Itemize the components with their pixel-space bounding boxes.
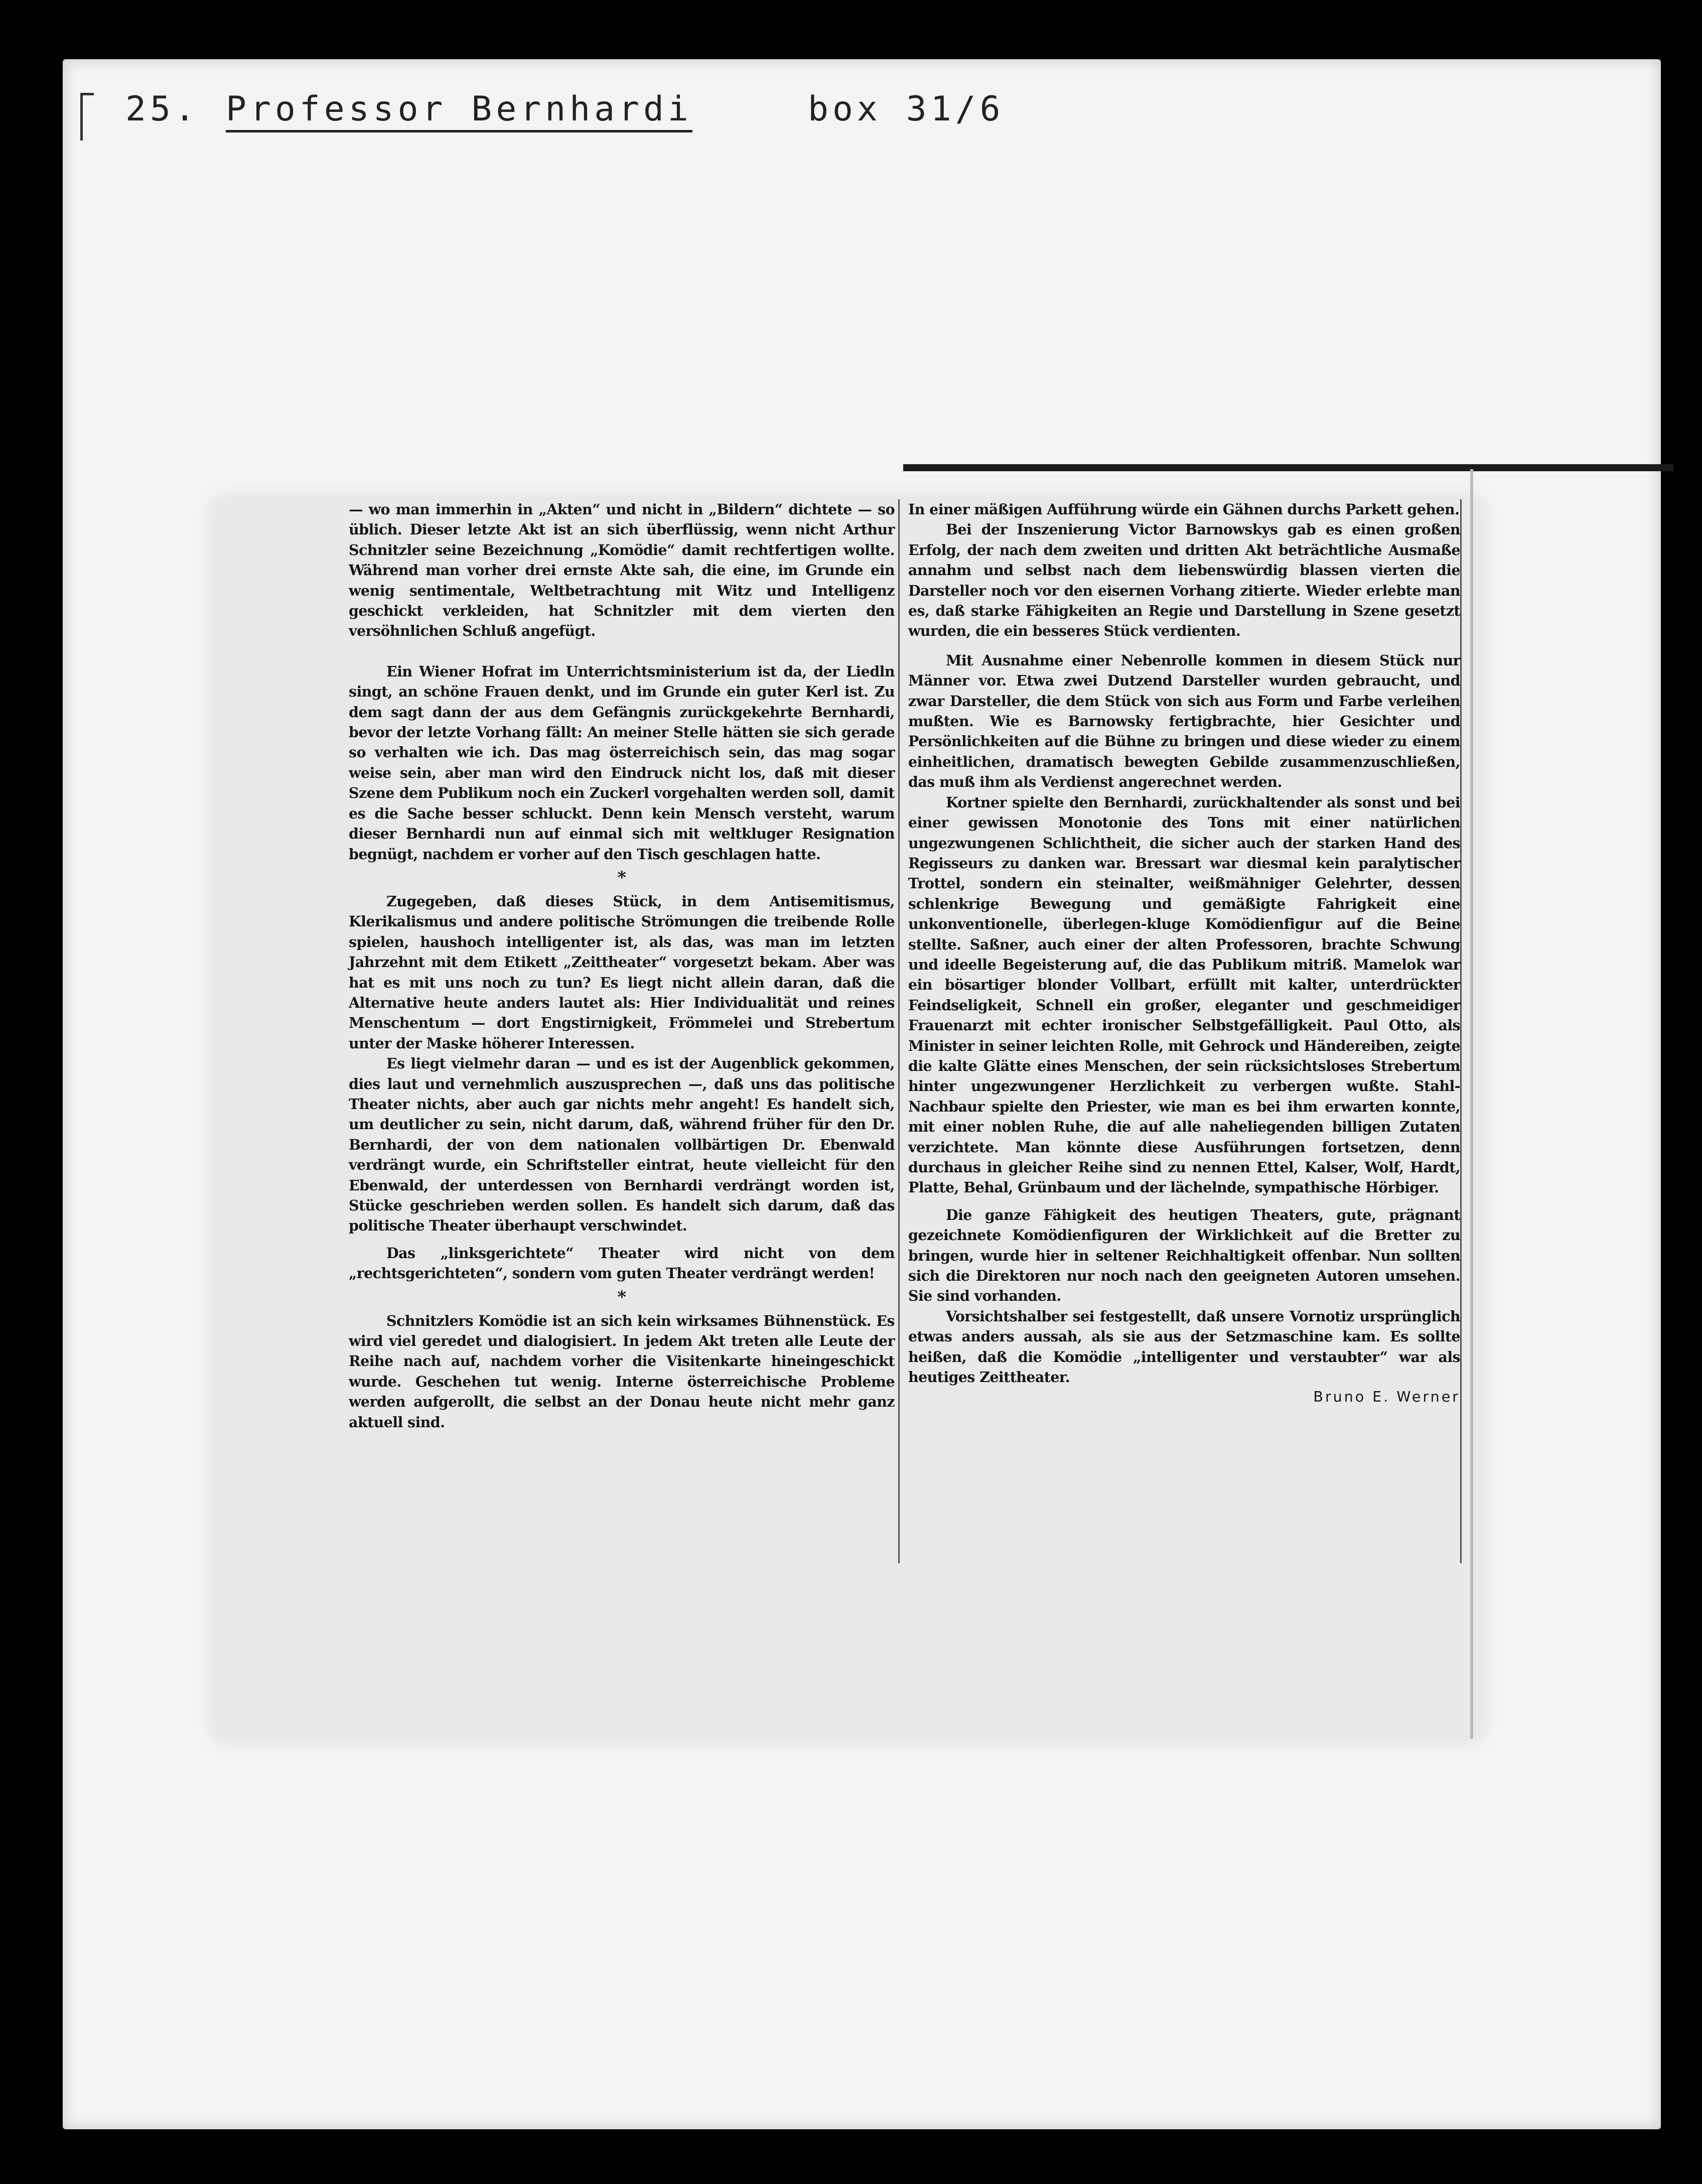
corner-bracket-mark xyxy=(80,93,94,141)
article-paragraph: In einer mäßigen Aufführung würde ein Gähnen durchs Parkett gehen. xyxy=(908,501,1460,518)
article-paragraph: Es liegt vielmehr daran — und es ist der Augenblick gekommen, dies laut und vernehmlich auszusprechen —, daß uns das politische Theater nichts, aber auch gar nichts mehr angeht! Es handelt sich, um deutlicher zu sein, nicht darum, daß, während früher für den Dr. Bernhardi, der von dem nationalen vollbärtigen Dr. Ebenwald verdrängt wurde, ein Schriftsteller eintrat, heute vielleicht für den Ebenwald, der unterdessen von Bernhardi verdrängt worden ist, Stücke geschrieben werden sollen. Es handelt sich darum, daß das politische Theater überhaupt verschwindet. xyxy=(349,1055,895,1235)
article-signature: Bruno E. Werner xyxy=(1313,1389,1460,1406)
clipping-top-rule xyxy=(903,464,1673,471)
article-paragraph: Ein Wiener Hofrat im Unterrichtsministerium ist da, der Liedln singt, an schöne Frauen denkt, und im Grunde ein guter Kerl ist. Zu dem sagt dann der aus dem Gefängnis zurückgekehrte Bernhardi, bevor der letzte Vorhang fällt: An meiner Stelle hätten sie sich gerade so verhalten wie ich. Das mag österreichisch sein, das mag sogar weise sein, aber man wird den Eindruck nicht los, daß mit dieser Szene dem Publikum noch ein Zuckerl vorgehalten werden soll, damit es die Sache besser schluckt. Denn kein Mensch versteht, warum dieser Bernhardi nun auf einmal sich mit weltkluger Resignation begnügt, nachdem er vorher auf den Tisch geschlagen hatte. xyxy=(349,662,895,863)
article-right-column xyxy=(908,499,1460,1408)
clipping-edge xyxy=(1470,469,1473,1739)
article-paragraph: Vorsichtshalber sei festgestellt, daß unsere Vornotiz ursprünglich etwas anders aussah, als sie aus der Setzmaschine kam. Es sollte heißen, daß die Komödie „intelligenter und verstaubter“ war als heutiges Zeittheater. xyxy=(908,1307,1460,1386)
folder-header xyxy=(125,89,1029,134)
article-paragraph: Schnitzlers Komödie ist an sich kein wirksames Bühnenstück. Es wird viel geredet und dialogisiert. In jedem Akt treten alle Leute der Reihe nach auf, nachdem vorher die Visitenkarte hineingeschickt wurde. Geschehen tut wenig. Interne österreichische Probleme werden aufgerollt, die selbst an der Donau heute nicht mehr ganz aktuell sind. xyxy=(349,1312,895,1431)
section-asterisk: * xyxy=(617,867,626,888)
column-divider-right xyxy=(1460,499,1462,1563)
article-paragraph: Das „linksgerichtete“ Theater wird nicht von dem „rechtsgerichteten“, sondern vom guten Theater verdrängt werden! xyxy=(349,1244,895,1282)
folder-number: 25. xyxy=(125,89,199,129)
column-divider xyxy=(898,499,900,1563)
article-left-column xyxy=(349,499,895,1432)
article-paragraph: Kortner spielte den Bernhardi, zurückhaltender als sonst und bei einer gewissen Monotonie des Tons mit einer natürlichen ungezwungenen Schlichtheit, die sicher auch der starken Hand des Regisseurs zu danken war. Bressart war diesmal kein paralytischer Trottel, sondern ein steinalter, weißmähniger Gelehrter, dessen schlenkrige Bewegung und gemäßigte Fahrigkeit eine unkonventionelle, überlegen-kluge Komödienfigur auf die Beine stellte. Saßner, auch einer der alten Professoren, brachte Schwung und ideelle Begeisterung auf, die das Publikum mitriß. Mamelok war ein bösartiger blonder Vollbart, erfüllt mit kalter, unterdrückter Feindseligkeit, Schnell ein großer, eleganter und geschmeidiger Frauenarzt mit echter ironischer Selbstgefälligkeit. Paul Otto, als Minister in seiner leichten Rolle, mit Gehrock und Händereiben, zeigte die kalte Glätte eines Menschen, der sein rücksichtsloses Strebertum hinter ungezwungener Herzlichkeit zu verbergen wußte. Stahl-Nachbaur spielte den Priester, wie man es bei ihm erwarten konnte, mit einer noblen Ruhe, die auf alle naheliegenden billigen Zutaten verzichtete. Man könnte diese Ausführungen fortsetzen, denn durchaus in gleicher Reihe sind zu nennen Ettel, Kalser, Wolf, Hardt, Platte, Behal, Grünbaum und der lächelnde, sympathische Hörbiger. xyxy=(908,793,1460,1196)
newspaper-clipping xyxy=(216,499,1480,1739)
article-paragraph: Bei der Inszenierung Victor Barnowskys gab es einen großen Erfolg, der nach dem zweiten und dritten Akt beträchtliche Ausmaße annahm und selbst nach dem liebenswürdig blassen vierten die Darsteller noch vor den eisernen Vorhang zitierte. Wieder erlebte man es, daß starke Fähigkeiten an Regie und Darstellung in Szene gesetzt wurden, die ein besseres Stück verdienten. xyxy=(908,521,1460,640)
folder-box-label: box 31/6 xyxy=(808,89,1005,129)
article-paragraph: Mit Ausnahme einer Nebenrolle kommen in diesem Stück nur Männer vor. Etwa zwei Dutzend Darsteller wurden gebraucht, und zwar Darsteller, die dem Stück von sich aus Form und Farbe verleihen mußten. Wie es Barnowsky fertigbrachte, hier Gesichter und Persönlichkeiten auf die Bühne zu bringen und diese wieder zu einem einheitlichen, dramatisch bewegten Gebilde zusammenzuschließen, das muß ihm als Verdienst angerechnet werden. xyxy=(908,651,1460,791)
section-asterisk: * xyxy=(617,1287,626,1307)
article-paragraph: Die ganze Fähigkeit des heutigen Theaters, gute, prägnant gezeichnete Komödienfiguren der Wirklichkeit auf die Bretter zu bringen, wurde hier in seltener Reichhaltigkeit offenbar. Nun sollten sich die Direktoren nur noch nach den geeigneten Autoren umsehen. Sie sind vorhanden. xyxy=(908,1206,1460,1305)
folder-title: Professor Bernhardi xyxy=(226,89,692,132)
article-paragraph: Zugegeben, daß dieses Stück, in dem Antisemitismus, Klerikalismus und andere politische Strömungen die treibende Rolle spielen, haushoch intelligenter ist, als das, was man im letzten Jahrzehnt mit dem Etikett „Zeittheater“ vorgesetzt bekam. Aber was hat es mit uns noch zu tun? Es liegt nicht allein daran, daß die Alternative heute anders lautet als: Hier Individualität und reines Menschentum — dort Engstirnigkeit, Frömmelei und Strebertum unter der Maske höherer Interessen. xyxy=(349,892,895,1052)
article-paragraph: — wo man immerhin in „Akten“ und nicht in „Bildern“ dichtete — so üblich. Dieser letzte Akt ist an sich überflüssig, wenn nicht Arthur Schnitzler seine Bezeichnung „Komödie“ damit rechtfertigen wollte. Während man vorher drei ernste Akte sah, die eine, im Grunde ein wenig sentimentale, Weltbetrachtung mit Witz und Intelligenz geschickt verkleiden, hat Schnitzler mit dem vierten den versöhnlichen Schluß angefügt. xyxy=(349,501,895,640)
